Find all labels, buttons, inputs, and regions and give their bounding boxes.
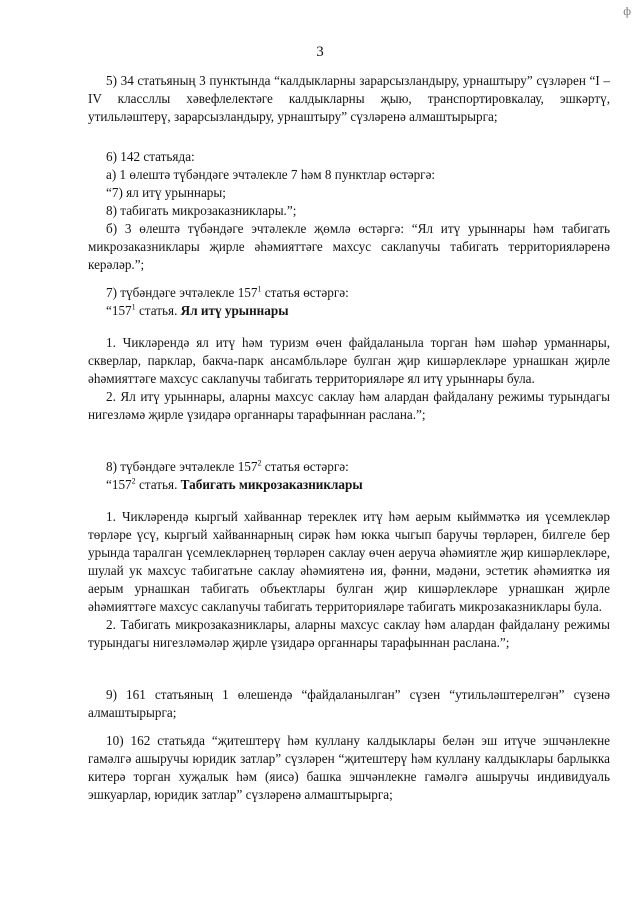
page-number: 3 <box>316 44 324 60</box>
item-7-p2: 2. Ял итү урыннары, аларны махсус саклау һәм алардан файдалану режимы турындагы нигезләмә җирле үзидарә органнары тарафыннан раслана.”; <box>88 389 610 422</box>
item-6-line: 8) табигать микрозаказниклары.”; <box>106 203 297 218</box>
item-7 <box>88 284 610 424</box>
item-5 <box>88 72 610 126</box>
item-9-text: 9) 161 статьяның 1 өлешендә “файдаланылган” сүзен “утильләштерелгән” сүзенә алмаштырырга; <box>88 687 610 720</box>
item-9 <box>88 686 610 722</box>
item-6-line: “7) ял итү урыннары; <box>106 185 226 200</box>
item-10 <box>88 732 610 804</box>
item-8-title: “$157^2$ статья. Табигать микрозаказниклары <box>106 476 363 492</box>
corner-mark: ф <box>623 4 631 18</box>
item-6-line: а) 1 өлештә түбәндәге эчтәлекле 7 һәм 8 пунктлар өстәргә: <box>106 167 436 182</box>
item-8-p1: 1. Чикләрендә кыргый хайваннар тереклек итү һәм аерым кыйммәткә ия үсемлекләр төрләре үсү, кыргый хайваннарның сирәк һәм юкка чыгып баручы төрләрен, билгеле бер урында таралган үсемлекләрнең төрләрен саклау өчен аеруча әһәмиятле җир кишәрлекләре, шулай ук махсус табигатьне саклау әһәмиятенә ия, фәнни, мәдәни, эстетик әһәмияткә ия аерым урнашкан табигать объектлары булган җир кишәрлекләре урнашкан җирле әһәмияттәге махсус саклanучы табигать территорияләре табигать микрозаказниклары була. <box>88 509 610 614</box>
item-7-p1: 1. Чикләрендә ял итү һәм туризм өчен файдаланыла торган һәм шәһәр урманнары, скверлар, парклар, бакча-парк ансамбльләре булган җир кишәрлекләре урнашкан җирле әһәмияттәге махсус саклanучы табигать территорияләре ял итү урыннары була. <box>88 335 610 386</box>
item-8-intro: 8) түбәндәге эчтәлекле $157^2$ статья өстәргә: <box>106 458 349 474</box>
item-10-text: 10) 162 статьяда “җитештерү һәм куллану калдыклары белән эш итүче эшчәнлекне гамәлгә ашыручы юридик затлар” сүзләрен “җитештерү һәм куллану калдыклары барлыкка китерә торган хуҗалык һәм (яисә) башка эшчәнлекне гамәлгә ашыручы индивидуаль эшкуарлар, юридик затлар” сүзләренә алмаштырырга; <box>88 733 610 802</box>
item-8 <box>88 458 610 652</box>
item-6 <box>88 148 610 274</box>
item-8-p2: 2. Табигать микрозаказниклары, аларны махсус саклау һәм алардан файдалану режимы турындагы нигезләмәләр җирле үзидарә органнары тарафыннан раслана.”; <box>88 617 610 650</box>
item-7-title: “$157^1$ статья. Ял итү урыннары <box>106 302 289 318</box>
item-6-b: б) 3 өлештә түбәндәге эчтәлекле җөмлә өстәргә: “Ял итү урыннары һәм табигать микрозаказниклары җирле әһәмияттәге махсус саклanучы табигать территорияләренә керәләр.”; <box>88 221 610 272</box>
item-7-intro: 7) түбәндәге эчтәлекле $157^1$ статья өстәргә: <box>106 284 349 300</box>
item-6-line: 6) 142 статьяда: <box>106 149 195 164</box>
item-5-text: 5) 34 статьяның 3 пунктында “калдыкларны зарарсызландыру, урнаштыру” сүзләрен “I – IV классллы хәвефлелектәге калдыкларны җыю, транспортировкалау, эшкәртү, утильләштерү, зарарсызландыру, урнаштыру” сүзләренә алмаштырырга; <box>88 73 610 124</box>
